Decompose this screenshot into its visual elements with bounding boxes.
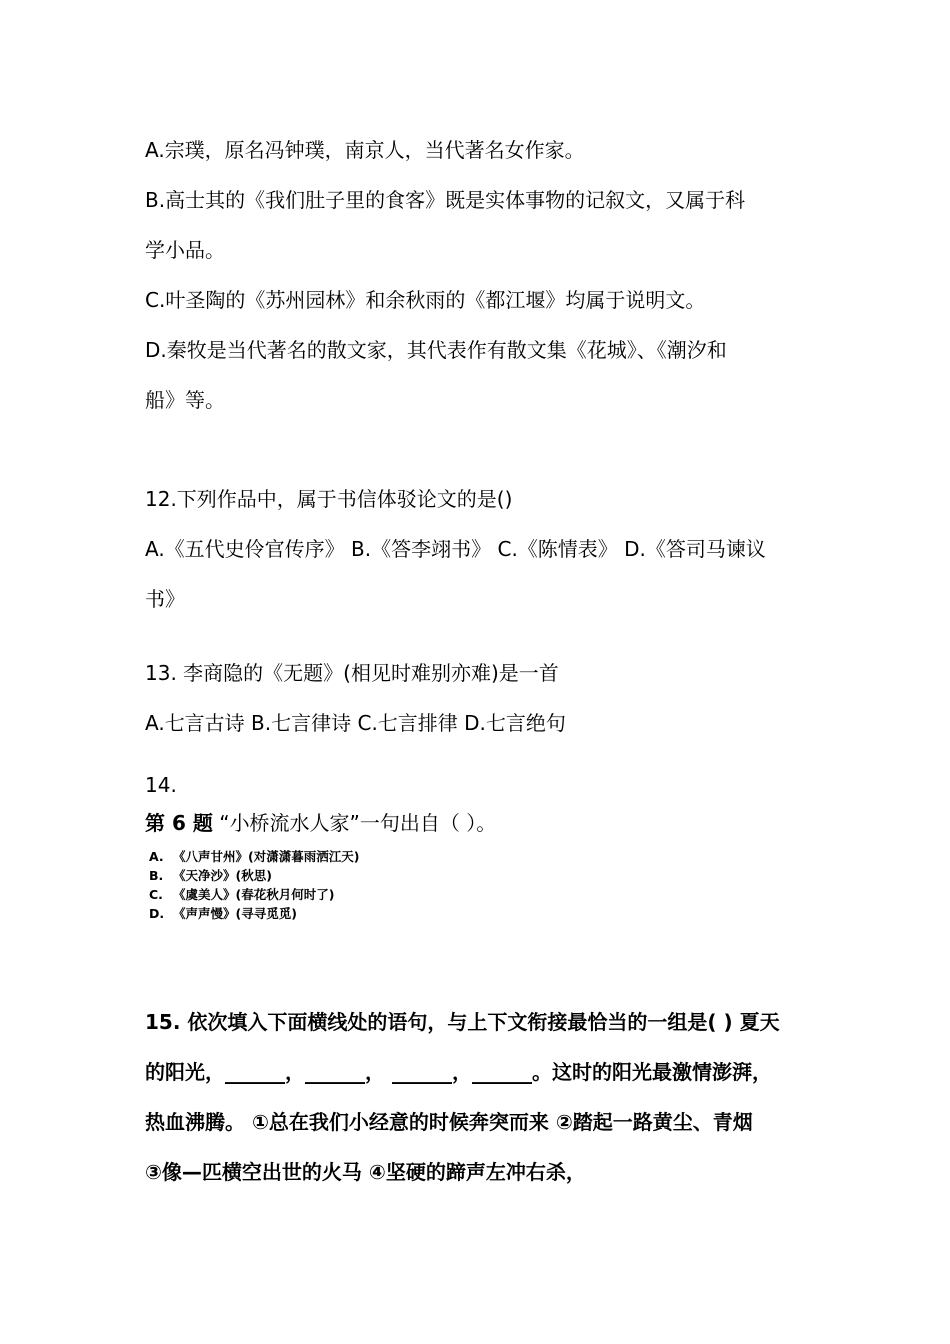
question-13-stem: 13. 李商隐的《无题》(相见时难别亦难)是一首 [145,661,559,685]
option-letter: A. [149,849,164,864]
option-letter: D. [149,906,165,921]
question-12-options: A.《五代史伶官传序》 B.《答李翊书》 C.《陈情表》 D.《答司马谏议 [145,537,766,561]
option-b-text-continued: 学小品。 [145,238,225,262]
question-14-option-d [149,906,297,922]
option-d-text-continued: 船》等。 [145,388,225,412]
question-14-option-b [149,868,272,884]
question-15-line-4: ③像—匹横空出世的火马 ④坚硬的蹄声左冲右杀， [145,1160,586,1184]
option-c-text: C.叶圣陶的《苏州园林》和余秋雨的《都江堰》均属于说明文。 [145,288,706,312]
option-text: 《声声慢》(寻寻觅觅) [173,906,297,921]
option-text: 《天净沙》(秋思) [173,868,272,883]
option-letter: B. [149,868,164,883]
question-12-options-continued: 书》 [145,587,185,611]
question-14-stem [145,811,835,835]
option-a-text: A.宗璞，原名冯钟璞，南京人，当代著名女作家。 [145,138,585,162]
question-14-stem-label: 第 6 题 [145,811,213,835]
question-15-line-3: 热血沸腾。 ①总在我们小经意的时候奔突而来 ②踏起一路黄尘、青烟 [145,1110,753,1134]
option-b-text: B.高士其的《我们肚子里的食客》既是实体事物的记叙文，又属于科 [145,188,746,212]
option-d-text: D.秦牧是当代著名的散文家，其代表作有散文集《花城》、《潮汐和 [145,338,727,362]
question-14-option-c [149,887,334,903]
option-text: 《八声甘州》(对潇潇暮雨洒江天) [173,849,360,864]
question-14-number: 14. [145,773,177,797]
option-text: 《虞美人》(春花秋月何时了) [173,887,335,902]
question-14-option-a [149,849,359,865]
question-15-line-1: 15. 依次填入下面横线处的语句，与上下文衔接最恰当的一组是( ) 夏天 [145,1010,780,1034]
question-13-options: A.七言古诗 B.七言律诗 C.七言排律 D.七言绝句 [145,711,566,735]
option-letter: C. [149,887,163,902]
question-14-stem-text: “小桥流水人家”一句出自（ ）。 [212,811,497,835]
question-12-stem: 12.下列作品中，属于书信体驳论文的是() [145,487,513,511]
question-15-line-2: 的阳光，______，______， ______，______。这时的阳光最激情澎湃， [145,1060,772,1084]
